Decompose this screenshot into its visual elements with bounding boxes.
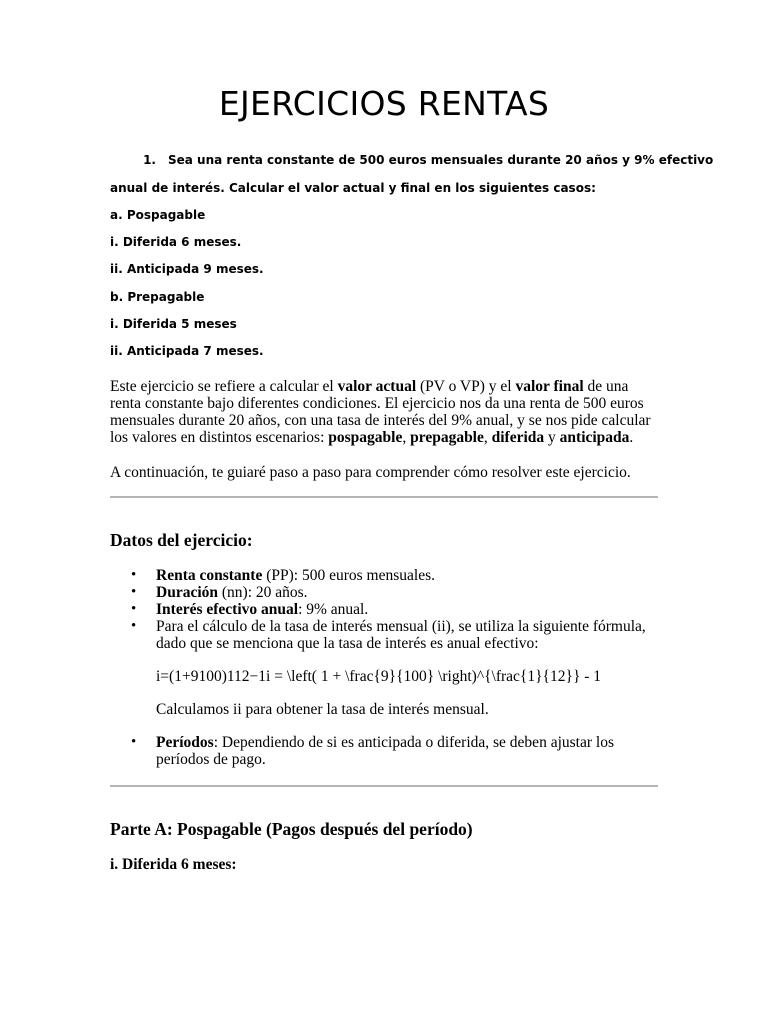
exercise-line-2: anual de interés. Calcular el valor actual y final en los siguientes casos: [110,181,596,195]
case-b-ii: ii. Anticipada 7 meses. [110,344,264,358]
list-item: • Interés efectivo anual: 9% anual. [110,601,658,618]
parte-a-sub-heading: i. Diferida 6 meses: [110,856,237,873]
term-valor-final: valor final [515,378,584,395]
list-item-rate [110,618,658,718]
list-item-periodos: • Períodos: Dependiendo de si es anticipada o diferida, se deben ajustar los períodos de pago. [110,734,658,768]
term-anticipada: anticipada [559,429,630,446]
case-a-i: i. Diferida 6 meses. [110,235,242,249]
case-b-i: i. Diferida 5 meses [110,317,237,331]
list-item: • Renta constante (PP): 500 euros mensuales. [110,567,658,584]
case-b: b. Prepagable [110,290,205,304]
rate-text: • Para el cálculo de la tasa de interés mensual (ii), se utiliza la siguiente fórmula, dado que se menciona que la tasa de interés es anual efectivo: [156,618,646,652]
rate-formula: i=(1+9100)112−1i = \left( 1 + \frac{9}{100} \right)^{\frac{1}{12}} - 1 [156,668,602,685]
rate-calc-text: Calculamos ii para obtener la tasa de interés mensual. [156,701,489,718]
term-prepagable: prepagable [410,429,484,446]
parte-a-heading: Parte A: Pospagable (Pagos después del período) [110,819,473,839]
exercise-text-1: Sea una renta constante de 500 euros mensuales durante 20 años y 9% efectivo [168,153,714,167]
divider-2 [110,785,658,787]
intro-paragraph: Este ejercicio se refiere a calcular el valor actual (PV o VP) y el valor final de una renta constante bajo diferentes condiciones. El ejercicio nos da una renta de 500 euros mensuales durante 20 años, con una tasa de interés del 9% anual, y se nos pide calcular los valores en distintos escenarios: pospagable, prepagable, diferida y anticipada. [110,378,651,446]
exercise-number: 1. [143,153,156,167]
datos-list [110,567,658,768]
case-a-ii: ii. Anticipada 9 meses. [110,262,264,276]
exercise-line-1 [110,153,713,167]
case-a: a. Pospagable [110,208,206,222]
datos-heading: Datos del ejercicio: [110,530,253,550]
list-item: • Duración (nn): 20 años. [110,584,658,601]
term-diferida: diferida [491,429,545,446]
document-title: EJERCICIOS RENTAS [218,84,550,123]
divider-1 [110,496,658,498]
continuation-paragraph: A continuación, te guiaré paso a paso para comprender cómo resolver este ejercicio. [110,464,631,481]
term-pospagable: pospagable [328,429,403,446]
term-valor-actual: valor actual [337,378,417,395]
